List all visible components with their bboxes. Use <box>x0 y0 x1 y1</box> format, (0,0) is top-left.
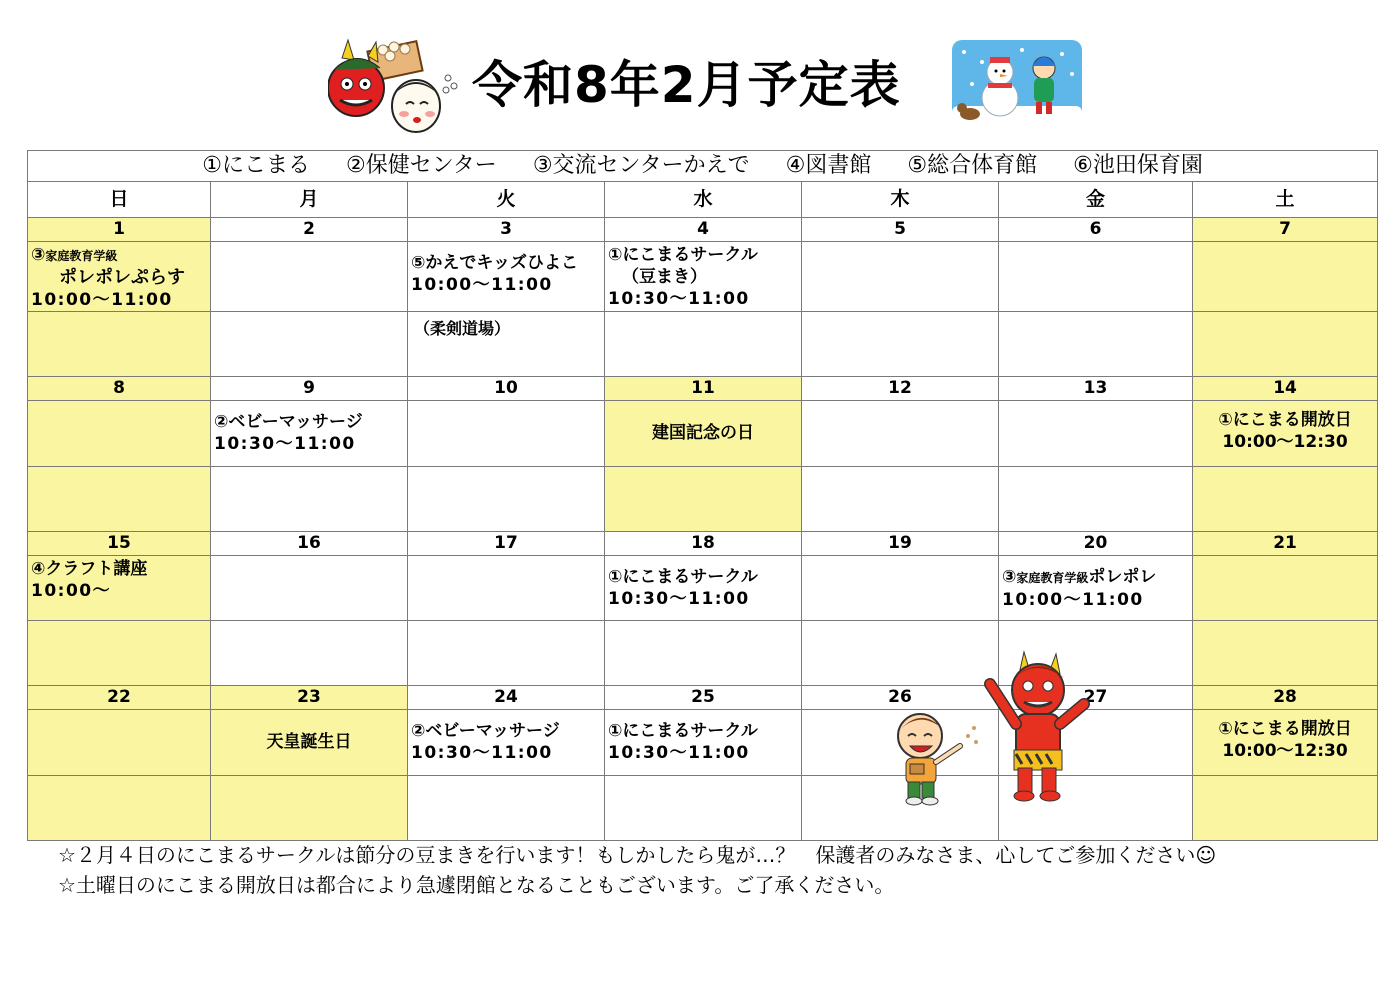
event-family-class: ③家庭教育学級ポレポレ 10:00～11:00 <box>1002 567 1157 610</box>
boy-throwing-beans-icon <box>888 706 983 808</box>
day-number: 8 <box>28 377 211 401</box>
holiday-label: 建国記念の日 <box>652 423 754 443</box>
day-number: 24 <box>408 686 605 710</box>
event-cell <box>1193 710 1378 776</box>
red-oni-icon <box>980 650 1092 802</box>
legend-item: ④図書館 <box>785 153 872 178</box>
day-number: 28 <box>1193 686 1378 710</box>
holiday-cell <box>605 401 802 467</box>
day-number: 15 <box>28 532 211 556</box>
weekday-header: 土 <box>1193 182 1378 218</box>
weekday-header: 火 <box>408 182 605 218</box>
event-open-day: ①にこまる開放日 10:00～12:30 <box>1218 410 1352 452</box>
location-legend <box>28 151 1378 182</box>
event-cell <box>408 242 605 312</box>
oni-otafuku-icon <box>328 38 463 133</box>
day-number: 22 <box>28 686 211 710</box>
weekday-header: 木 <box>802 182 999 218</box>
event-cell <box>605 556 802 621</box>
holiday-cell <box>211 710 408 776</box>
day-number: 17 <box>408 532 605 556</box>
event-nikomaru-circle: ①にこまるサークル 10:30～11:00 <box>608 721 758 763</box>
event-kaede-kids: ⑤かえでキッズひよこ 10:00～11:00 <box>411 253 579 295</box>
weekday-header: 水 <box>605 182 802 218</box>
note-line: ☆２月４日のにこまるサークルは節分の豆まきを行います！もしかしたら鬼が…？ 保護者のみなさま、心してご参加ください☺ <box>58 843 1217 867</box>
holiday-label: 天皇誕生日 <box>266 732 352 752</box>
snowman-kids-icon <box>952 40 1082 130</box>
day-number: 5 <box>802 218 999 242</box>
event-family-class: ③家庭教育学級 ポレポレぷらす 10:00～11:00 <box>31 245 185 310</box>
day-number: 20 <box>999 532 1193 556</box>
legend-item: ⑥池田保育園 <box>1073 153 1203 178</box>
event-cell <box>1193 401 1378 467</box>
event-cell <box>999 556 1193 621</box>
day-number: 1 <box>28 218 211 242</box>
day-number: 6 <box>999 218 1193 242</box>
weekday-header: 金 <box>999 182 1193 218</box>
event-cell <box>605 242 802 312</box>
day-number: 21 <box>1193 532 1378 556</box>
calendar-table <box>27 150 1378 841</box>
legend-item: ①にこまる <box>202 153 310 178</box>
day-number: 2 <box>211 218 408 242</box>
day-number: 13 <box>999 377 1193 401</box>
weekday-header: 月 <box>211 182 408 218</box>
event-cell <box>408 710 605 776</box>
notes <box>58 840 1216 900</box>
event-cell <box>605 710 802 776</box>
event-open-day: ①にこまる開放日 10:00～12:30 <box>1218 719 1352 761</box>
weekday-header: 日 <box>28 182 211 218</box>
event-cell <box>211 401 408 467</box>
legend-item: ⑤総合体育館 <box>907 153 1038 178</box>
note-line: ☆土曜日のにこまる開放日は都合により急遽閉館となることもございます。ご了承ください。 <box>58 873 895 897</box>
day-number: 12 <box>802 377 999 401</box>
legend-item: ③交流センターかえで <box>532 153 750 178</box>
day-number: 26 <box>802 686 999 710</box>
day-number: 18 <box>605 532 802 556</box>
day-number: 4 <box>605 218 802 242</box>
day-number: 10 <box>408 377 605 401</box>
event-nikomaru-circle: ①にこまるサークル 10:30～11:00 <box>608 567 758 609</box>
day-number: 7 <box>1193 218 1378 242</box>
page-title: 令和8年2月予定表 <box>472 56 901 114</box>
day-number: 14 <box>1193 377 1378 401</box>
event-nikomaru-circle: ①にこまるサークル （豆まき） 10:30～11:00 <box>608 245 758 309</box>
event-craft-class: ④クラフト講座 10:00～ <box>31 559 148 601</box>
event-baby-massage: ②ベビーマッサージ 10:30～11:00 <box>411 721 560 763</box>
day-number: 25 <box>605 686 802 710</box>
event-cell <box>28 556 211 621</box>
event-place: （柔剣道場） <box>414 319 511 338</box>
day-number: 16 <box>211 532 408 556</box>
day-number: 9 <box>211 377 408 401</box>
day-number: 19 <box>802 532 999 556</box>
day-number: 27 <box>999 686 1193 710</box>
event-cell <box>28 242 211 312</box>
day-number: 11 <box>605 377 802 401</box>
event-baby-massage: ②ベビーマッサージ 10:30～11:00 <box>214 412 363 454</box>
day-number: 23 <box>211 686 408 710</box>
legend-item: ②保健センター <box>345 153 497 178</box>
day-number: 3 <box>408 218 605 242</box>
